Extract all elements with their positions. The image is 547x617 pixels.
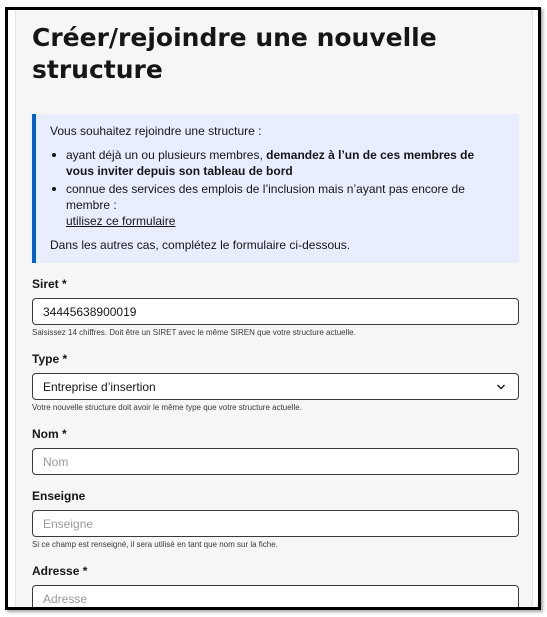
type-hint: Votre nouvelle structure doit avoir le même type que votre structure actuelle. [32, 403, 302, 412]
adresse-input[interactable] [32, 585, 519, 610]
enseigne-field [32, 489, 519, 550]
window-frame [5, 7, 541, 610]
enseigne-label: Enseigne [32, 489, 86, 503]
notice-outro: Dans les autres cas, complétez le formulaire ci-dessous. [50, 238, 351, 252]
type-label: Type * [32, 352, 68, 366]
notice-item-invite-text: ayant déjà un ou plusieurs membres, [66, 148, 267, 162]
notice-item-form [50, 181, 505, 229]
nom-input[interactable] [32, 448, 519, 475]
notice-list [50, 147, 505, 229]
nom-label: Nom * [32, 427, 67, 441]
siret-hint: Saisissez 14 chiffres. Doit être un SIRET avec le même SIREN que votre structure actuelle. [32, 328, 356, 337]
siret-field [32, 277, 519, 338]
type-select[interactable] [32, 373, 519, 400]
siret-label: Siret * [32, 277, 67, 291]
siret-input[interactable] [32, 298, 519, 325]
adresse-field [32, 564, 519, 610]
type-selected-value: Entreprise d’insertion [43, 379, 156, 394]
page-title: Créer/rejoindre une nouvelle structure [32, 23, 437, 84]
bullet-icon [52, 187, 56, 191]
notice-item-invite-bold: demandez à l’un de ces membres de vous inviter depuis son tableau de bord [66, 148, 475, 178]
notice-item-form-text: connue des services des emplois de l’inclusion mais n’ayant pas encore de membre : [66, 182, 465, 212]
notice-intro: Vous souhaitez rejoindre une structure : [50, 124, 262, 138]
adresse-placeholder: Adresse [43, 591, 88, 606]
form-link[interactable]: utilisez ce formulaire [66, 214, 176, 228]
siret-value: 34445638900019 [43, 304, 137, 319]
nom-field [32, 427, 519, 475]
type-field [32, 352, 519, 413]
bullet-icon [52, 153, 56, 157]
enseigne-input[interactable] [32, 510, 519, 537]
enseigne-hint: Si ce champ est renseigné, il sera utilisé en tant que nom sur la fiche. [32, 540, 278, 549]
adresse-label: Adresse * [32, 564, 88, 578]
enseigne-placeholder: Enseigne [43, 516, 94, 531]
info-notice [32, 114, 519, 263]
notice-item-invite [50, 147, 505, 179]
nom-placeholder: Nom [43, 454, 69, 469]
chevron-down-icon [496, 382, 506, 392]
form-panel [15, 10, 533, 610]
